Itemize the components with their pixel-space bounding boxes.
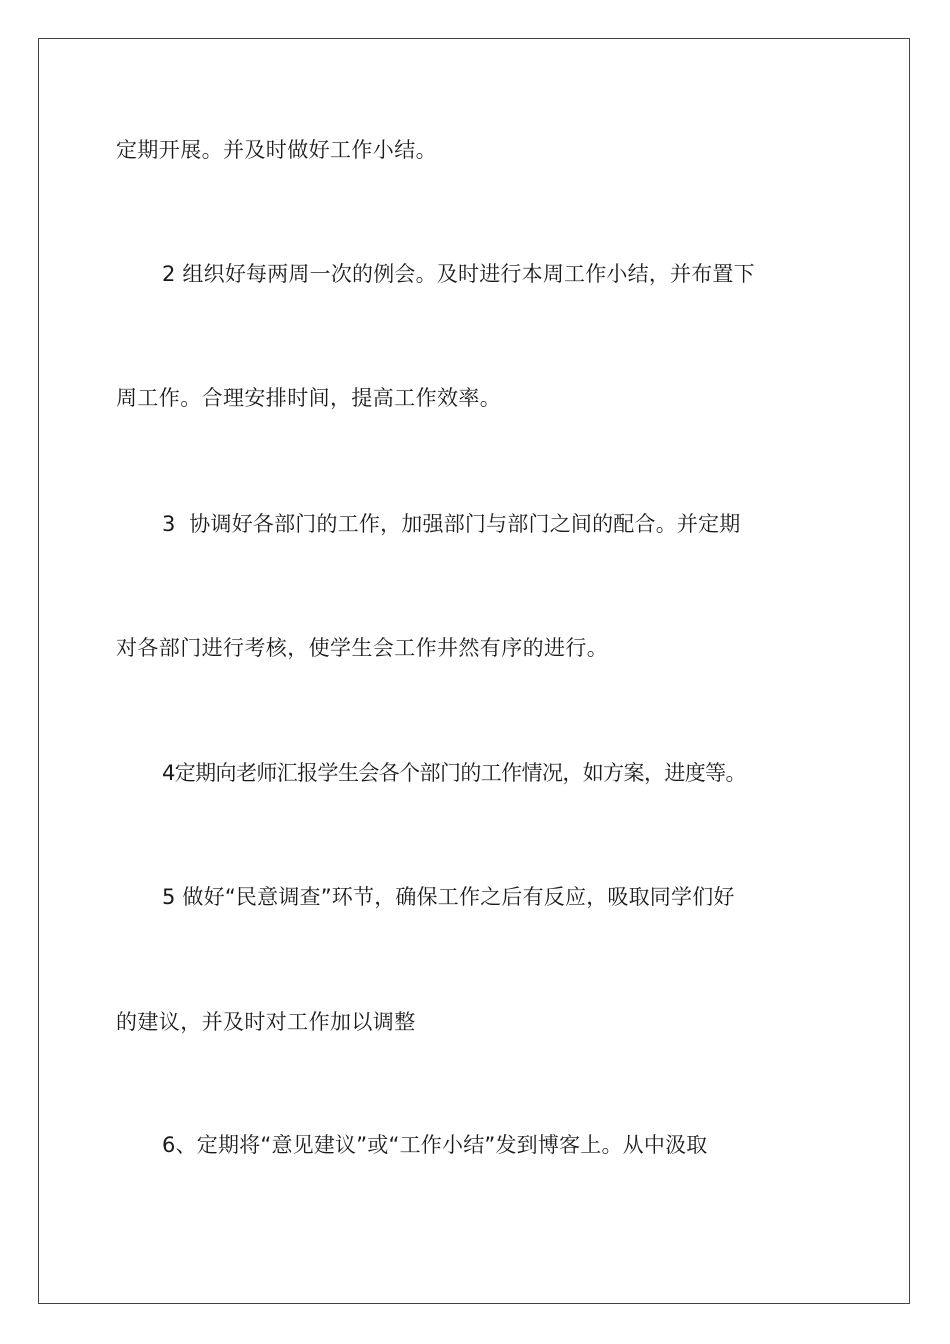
paragraph-3-line-2: 对各部门进行考核，使学生会工作井然有序的进行。: [116, 636, 609, 660]
page-border: [38, 38, 910, 1304]
paragraph-5-line-1: 5 做好“民意调查”环节，确保工作之后有反应，吸取同学们好: [162, 885, 735, 909]
paragraph-2-line-2: 周工作。合理安排时间，提高工作效率。: [116, 386, 502, 410]
paragraph-6-line-1: 6、定期将“意见建议”或“工作小结”发到博客上。从中汲取: [162, 1133, 708, 1157]
paragraph-1-line-2: 定期开展。并及时做好工作小结。: [116, 138, 437, 162]
paragraph-2-line-1: 2 组织好每两周一次的例会。及时进行本周工作小结，并布置下: [162, 262, 755, 286]
paragraph-4-line-1: 4定期向老师汇报学生会各个部门的工作情况，如方案，进度等。: [162, 761, 746, 785]
paragraph-3-line-1: 3 协调好各部门的工作，加强部门与部门之间的配合。并定期: [162, 512, 741, 536]
paragraph-5-line-2: 的建议，并及时对工作加以调整: [116, 1010, 416, 1034]
